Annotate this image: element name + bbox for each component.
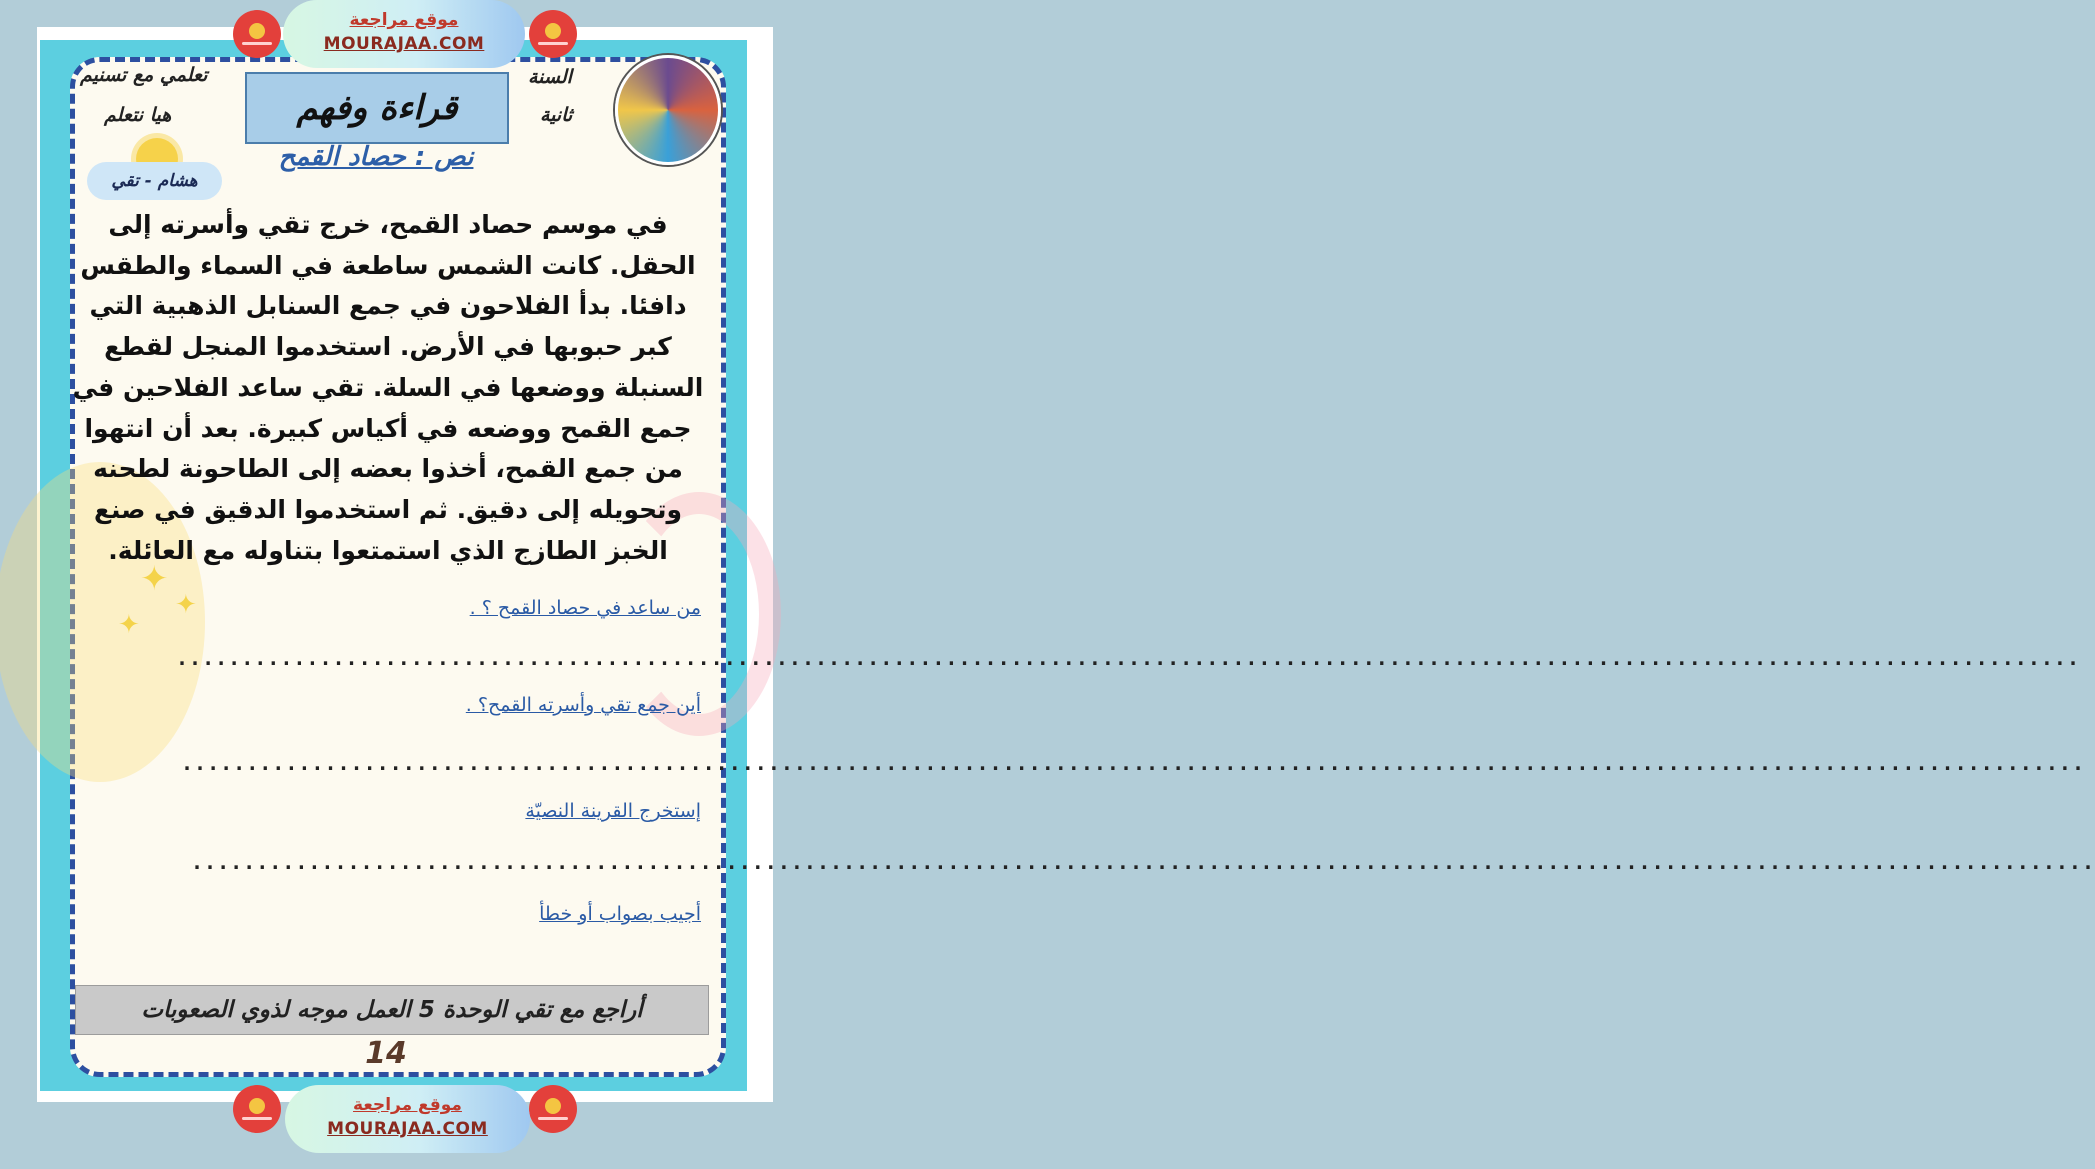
- site-logo-icon: [233, 10, 281, 58]
- site-logo-icon: [529, 1085, 577, 1133]
- header-left-line1: تعلمي مع تسنيم: [80, 64, 208, 86]
- site-banner-top[interactable]: [283, 0, 525, 68]
- cloud-label: هشام - تقي: [87, 162, 222, 200]
- star-icon: ✦: [118, 610, 140, 640]
- page-title: قراءة وفهم: [245, 72, 509, 144]
- site-logo-icon: [529, 10, 577, 58]
- avatar: [615, 55, 721, 165]
- text-title: نص : حصاد القمح: [278, 142, 474, 172]
- question-3: إستخرج القرينة النصيّة: [525, 800, 701, 822]
- question-4: أجيب بصواب أو خطأ: [539, 903, 701, 925]
- footer-bar: أراجع مع تقي الوحدة 5 العمل موجه لذوي الصعوبات: [75, 985, 709, 1035]
- site-name-arabic[interactable]: موقع مراجعة: [353, 1095, 462, 1115]
- answer-line-1[interactable]: ..................................................................................................................................................: [176, 646, 2080, 670]
- site-banner-bottom[interactable]: [285, 1085, 530, 1153]
- site-name-link[interactable]: MOURAJAA.COM: [323, 34, 485, 54]
- site-name-link[interactable]: MOURAJAA.COM: [327, 1119, 488, 1139]
- page-number: 14: [365, 1036, 407, 1071]
- answer-line-3[interactable]: ..................................................................................................................................................: [191, 850, 2095, 874]
- site-logo-icon: [233, 1085, 281, 1133]
- grade-label: السنة: [528, 66, 572, 88]
- question-1: من ساعد في حصاد القمح ؟ .: [469, 597, 701, 619]
- star-icon: ✦: [140, 559, 169, 599]
- grade-value: ثانية: [540, 104, 573, 126]
- question-2: أين جمع تقي وأسرته القمح؟ .: [465, 694, 701, 716]
- star-icon: ✦: [175, 590, 197, 620]
- reading-passage: في موسم حصاد القمح، خرج تقي وأسرته إلى الحقل. كانت الشمس ساطعة في السماء والطقس دافئا. بدأ الفلاحون في جمع السنابل الذهبية التي كبر حبوبها في الأرض. استخدموا المنجل لقطع السنبلة ووضعها في السلة. تقي ساعد الفلاحين في جمع القمح ووضعه في أكياس كبيرة. بعد أن انتهوا من جمع القمح، أخذوا بعضه إلى الطاحونة لطحنه وتحويله إلى دقيق. ثم استخدموا الدقيق في صنع الخبز الطازج الذي استمتعوا بتناوله مع العائلة.: [72, 210, 704, 565]
- site-name-arabic[interactable]: موقع مراجعة: [349, 10, 459, 30]
- header-left-line2: هيا نتعلم: [104, 104, 172, 126]
- answer-line-2[interactable]: ..................................................................................................................................................: [181, 751, 2085, 775]
